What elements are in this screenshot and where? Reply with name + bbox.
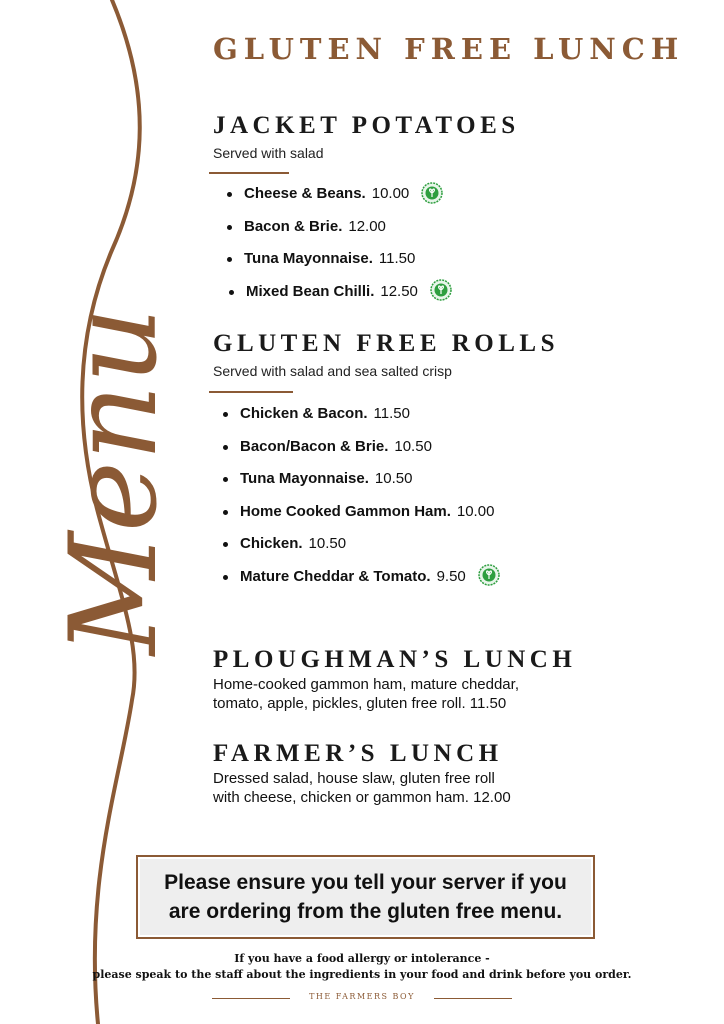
gluten-free-rolls-list — [240, 404, 500, 599]
ploughmans-lunch-title: PLOUGHMAN’S LUNCH — [213, 646, 577, 673]
gluten-free-rolls-subtitle: Served with salad and sea salted crisp — [213, 363, 452, 379]
item-name: Tuna Mayonnaise. — [244, 250, 373, 267]
item-name: Bacon & Brie. — [244, 217, 343, 235]
item-price: 10.50 — [394, 437, 432, 455]
section-divider — [209, 172, 289, 174]
item-price: 11.50 — [378, 250, 416, 267]
item-price: 10.00 — [456, 502, 495, 520]
notice-line: are ordering from the gluten free menu. — [168, 900, 563, 923]
list-item — [240, 404, 500, 437]
farmers-lunch-title: FARMER’S LUNCH — [213, 740, 503, 767]
vegetarian-icon — [478, 564, 500, 586]
item-name: Chicken. — [240, 535, 303, 552]
item-name: Mature Cheddar & Tomato. — [240, 567, 431, 585]
description-line: with cheese, chicken or gammon ham. 12.00 — [213, 789, 511, 806]
item-price: 10.50 — [308, 535, 347, 552]
jacket-potatoes-subtitle: Served with salad — [213, 145, 324, 161]
list-item — [244, 184, 452, 217]
item-name: Mixed Bean Chilli. — [246, 282, 375, 300]
page-title: GLUTEN FREE LUNCH — [213, 32, 685, 66]
list-item — [244, 249, 452, 282]
jacket-potatoes-list — [244, 184, 452, 314]
section-divider — [209, 391, 293, 393]
description-line: tomato, apple, pickles, gluten free roll. 11.50 — [213, 695, 507, 712]
list-item — [244, 217, 452, 250]
item-name: Home Cooked Gammon Ham. — [240, 502, 451, 520]
allergy-line-1: If you have a food allergy or intolerance - — [234, 952, 490, 965]
vegetarian-icon — [430, 279, 452, 301]
description-line: Home-cooked gammon ham, mature cheddar, — [213, 676, 519, 693]
list-item — [240, 469, 500, 502]
item-name: Bacon/Bacon & Brie. — [240, 437, 389, 455]
farmers-lunch-description — [213, 769, 511, 807]
gluten-free-rolls-title: GLUTEN FREE ROLLS — [213, 330, 560, 357]
list-item — [246, 282, 452, 315]
footer-brand: THE FARMERS BOY — [309, 992, 415, 1001]
item-price: 10.00 — [371, 185, 410, 202]
list-item — [240, 567, 500, 600]
list-item — [240, 502, 500, 535]
item-price: 10.50 — [374, 470, 413, 487]
jacket-potatoes-title: JACKET POTATOES — [213, 112, 520, 139]
menu-script-text: Menu — [45, 306, 184, 655]
notice-line: Please ensure you tell your server if you — [164, 871, 567, 894]
item-name: Tuna Mayonnaise. — [240, 470, 369, 487]
item-price: 9.50 — [436, 567, 466, 585]
item-name: Cheese & Beans. — [244, 185, 366, 202]
allergy-line-2: please speak to the staff about the ingredients in your food and drink before you order. — [92, 968, 632, 981]
gluten-free-notice — [136, 855, 595, 939]
item-price: 12.50 — [380, 282, 418, 300]
vegetarian-icon — [421, 182, 443, 204]
item-name: Chicken & Bacon. — [240, 405, 368, 422]
item-price: 11.50 — [373, 405, 410, 422]
description-line: Dressed salad, house slaw, gluten free roll — [213, 770, 495, 787]
item-price: 12.00 — [348, 217, 386, 235]
list-item — [240, 534, 500, 567]
list-item — [240, 437, 500, 470]
ploughmans-lunch-description — [213, 675, 519, 713]
